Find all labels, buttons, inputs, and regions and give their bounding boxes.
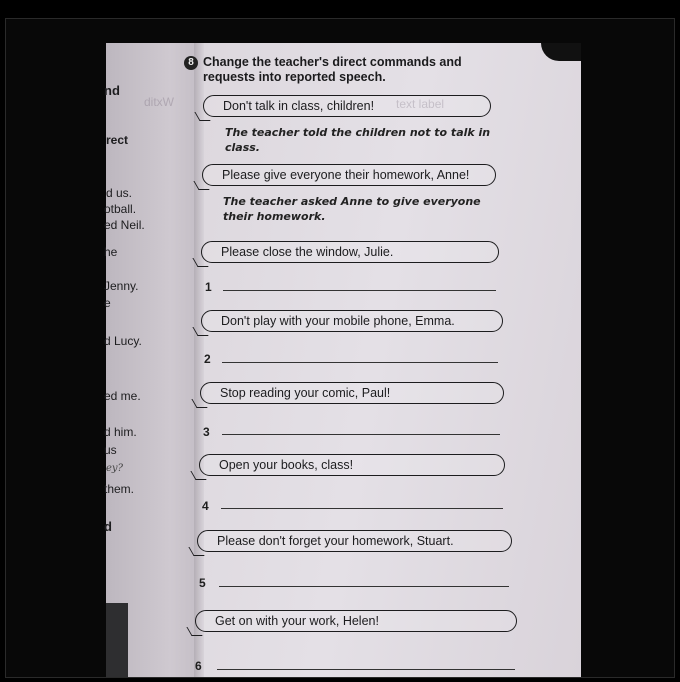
exercise-instruction: Change the teacher's direct commands and requests into reported speech. — [203, 55, 462, 84]
left-fragment: them. — [104, 482, 135, 496]
speech-bubble — [199, 454, 505, 476]
command-text: Please close the window, Julie. — [221, 245, 394, 259]
item-number: 4 — [202, 499, 209, 513]
left-fragment: ed me. — [104, 389, 141, 403]
speech-bubble — [200, 382, 504, 404]
left-fragment: d Lucy. — [104, 334, 142, 348]
left-fragment: nd — [104, 83, 120, 98]
left-page-image-edge — [106, 603, 128, 677]
left-fragment: us — [104, 443, 117, 457]
left-fragment: d him. — [104, 425, 137, 439]
speech-bubble — [195, 610, 517, 632]
left-fragment: otball. — [104, 202, 137, 216]
speech-bubble — [202, 164, 496, 186]
speech-bubble — [197, 530, 512, 552]
item-number: 2 — [204, 352, 211, 366]
command-text: Don't play with your mobile phone, Emma. — [221, 314, 455, 328]
item-number: 1 — [205, 280, 212, 294]
speech-bubble — [203, 95, 491, 117]
left-fragment: d us. — [106, 186, 133, 200]
left-fragment: he — [104, 245, 118, 259]
speech-bubble — [201, 310, 503, 332]
command-text: Stop reading your comic, Paul! — [220, 386, 391, 400]
example-answer: The teacher asked Anne to give everyone their homework. — [223, 195, 481, 223]
left-fragment: e — [104, 296, 111, 310]
command-text: Don't talk in class, children! — [223, 99, 375, 113]
page-corner-shadow — [541, 43, 581, 61]
item-number: 6 — [195, 659, 202, 673]
answer-line[interactable] — [217, 669, 515, 670]
left-fragment: Jenny. — [104, 279, 139, 293]
item-number: 3 — [203, 425, 210, 439]
answer-line[interactable] — [219, 586, 509, 587]
answer-line[interactable] — [222, 362, 498, 363]
left-fragment: rect — [106, 133, 129, 147]
command-text: Please give everyone their homework, Anne! — [222, 168, 470, 182]
photo-frame — [5, 18, 675, 678]
item-number: 5 — [199, 576, 206, 590]
textbook-photo — [106, 43, 581, 677]
example-answer: The teacher told the children not to talk in class. — [225, 126, 491, 154]
show-through: ditxW — [144, 95, 174, 109]
command-text: Get on with your work, Helen! — [215, 614, 379, 628]
show-through: text label — [396, 97, 445, 111]
command-text: Please don't forget your homework, Stuart. — [217, 534, 454, 548]
command-text: Open your books, class! — [219, 458, 354, 472]
answer-line[interactable] — [222, 434, 500, 435]
answer-line[interactable] — [223, 290, 496, 291]
left-fragment: d — [104, 519, 112, 534]
answer-line[interactable] — [221, 508, 503, 509]
exercise-number-badge: 8 — [184, 56, 198, 70]
left-fragment: ed Neil. — [104, 218, 145, 232]
handwritten-note: ey? — [106, 463, 123, 474]
speech-bubble — [201, 241, 499, 263]
